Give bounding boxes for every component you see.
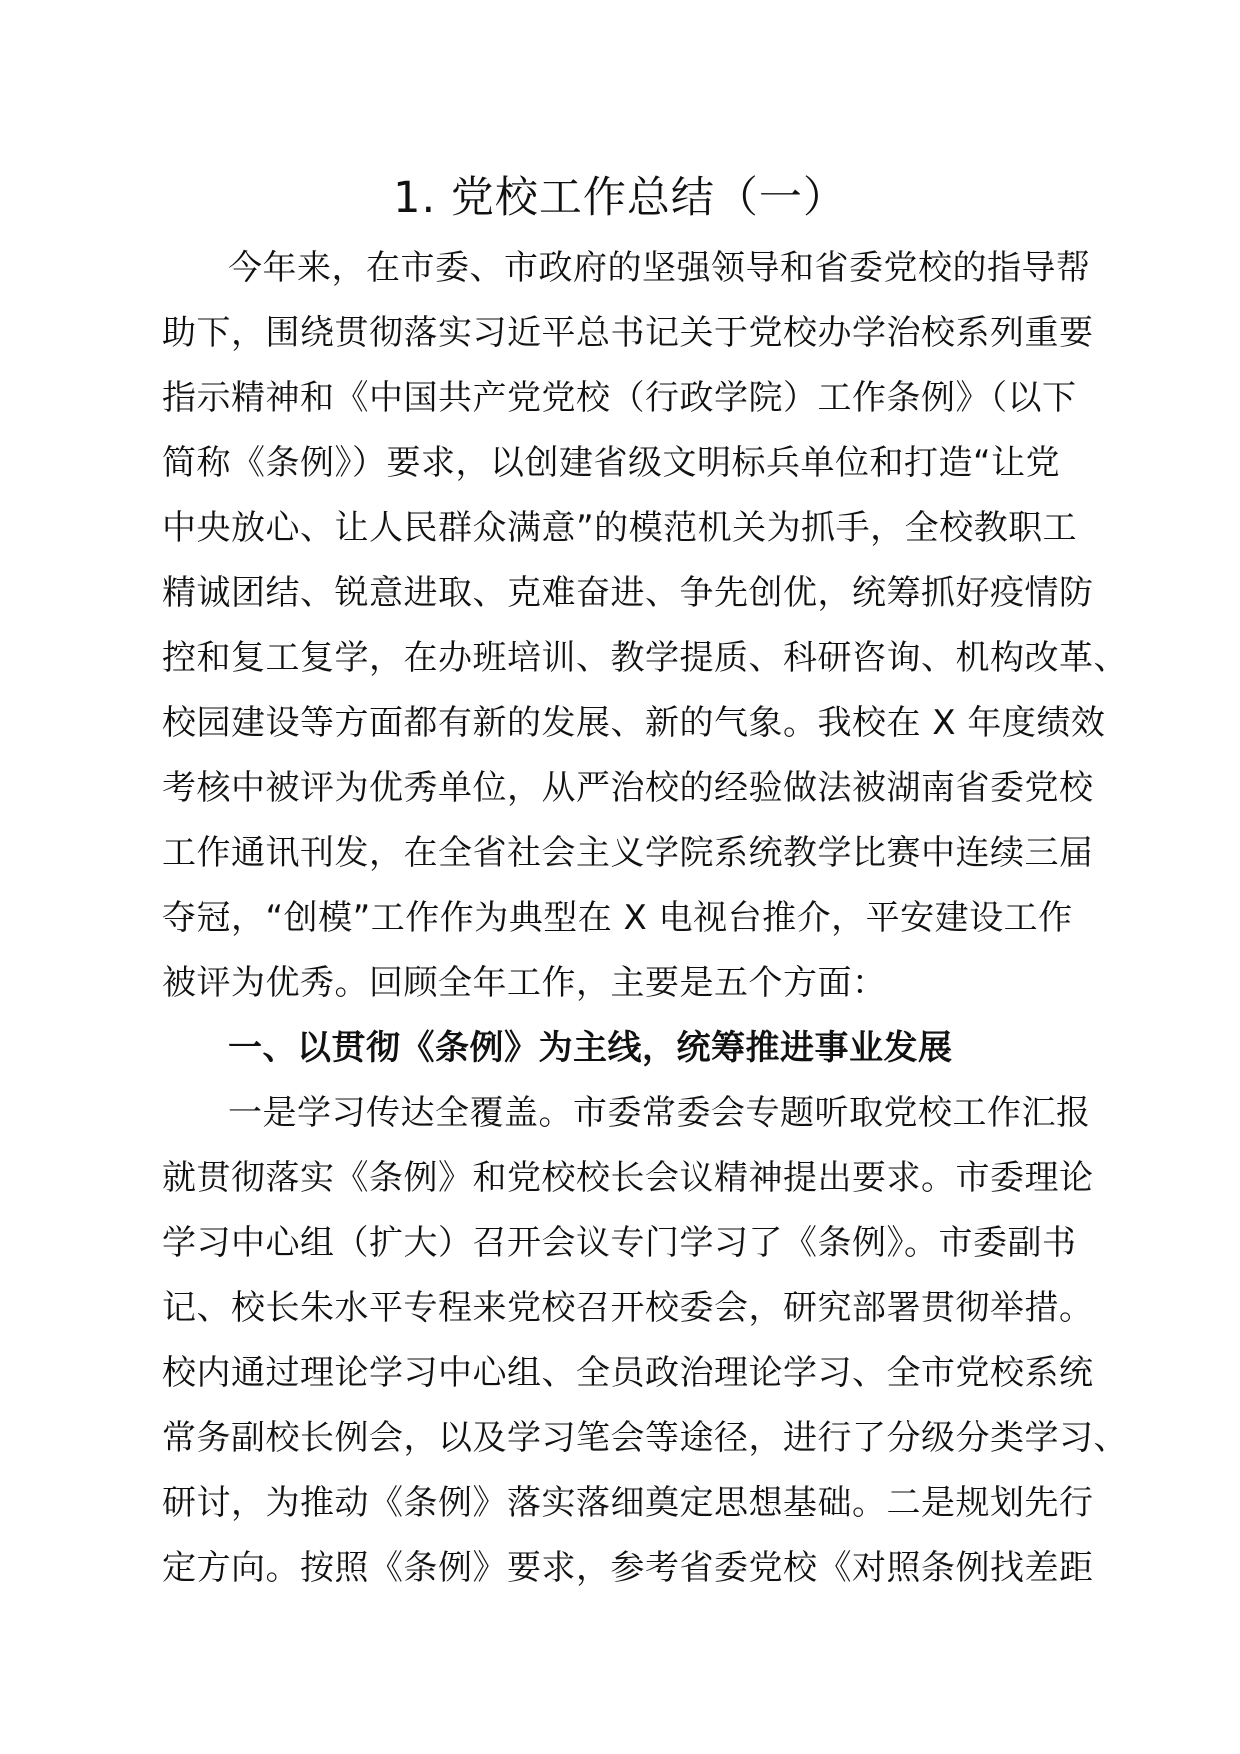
paragraph-line: 校园建设等方面都有新的发展、新的气象。我校在 X 年度绩效 [162,703,1106,743]
paragraph-line: 工作通讯刊发，在全省社会主义学院系统教学比赛中连续三届 [162,833,1094,873]
paragraph-line: 今年来，在市委、市政府的坚强领导和省委党校的指导帮 [228,248,1091,288]
document-body [162,236,1128,1601]
paragraph-line: 中央放心、让人民群众满意”的模范机关为抓手，全校教职工 [162,508,1078,548]
paragraph-line: 一是学习传达全覆盖。市委常委会专题听取党校工作汇报 [228,1093,1091,1133]
paragraph-line: 指示精神和《中国共产党党校（行政学院）工作条例》（以下 [162,378,1077,418]
paragraph-line: 定方向。按照《条例》要求，参考省委党校《对照条例找差距 [162,1548,1094,1588]
paragraph-line: 助下，围绕贯彻落实习近平总书记关于党校办学治校系列重要 [162,313,1094,353]
paragraph-line: 常务副校长例会，以及学习笔会等途径，进行了分级分类学习、 [162,1418,1128,1458]
paragraph-line: 简称《条例》）要求，以创建省级文明标兵单位和打造“让党 [162,443,1061,483]
paragraph-line: 被评为优秀。回顾全年工作，主要是五个方面： [162,963,887,1003]
section-heading: 一、以贯彻《条例》为主线，统筹推进事业发展 [228,1028,953,1068]
paragraph-line: 记、校长朱水平专程来党校召开校委会，研究部署贯彻举措。 [162,1288,1094,1328]
paragraph-line: 精诚团结、锐意进取、克难奋进、争先创优，统筹抓好疫情防 [162,573,1094,613]
paragraph-line: 研讨，为推动《条例》落实落细奠定思想基础。二是规划先行 [162,1483,1094,1523]
paragraph-line: 就贯彻落实《条例》和党校校长会议精神提出要求。市委理论 [162,1158,1094,1198]
document-title: 1. 党校工作总结（一） [393,173,847,223]
paragraph-line: 夺冠，“创模”工作作为典型在 X 电视台推介，平安建设工作 [162,898,1073,938]
paragraph-line: 学习中心组（扩大）召开会议专门学习了《条例》。市委副书 [162,1223,1077,1263]
paragraph-line: 考核中被评为优秀单位，从严治校的经验做法被湖南省委党校 [162,768,1094,808]
paragraph-line: 控和复工复学，在办班培训、教学提质、科研咨询、机构改革、 [162,638,1128,678]
paragraph-line: 校内通过理论学习中心组、全员政治理论学习、全市党校系统 [162,1353,1094,1393]
